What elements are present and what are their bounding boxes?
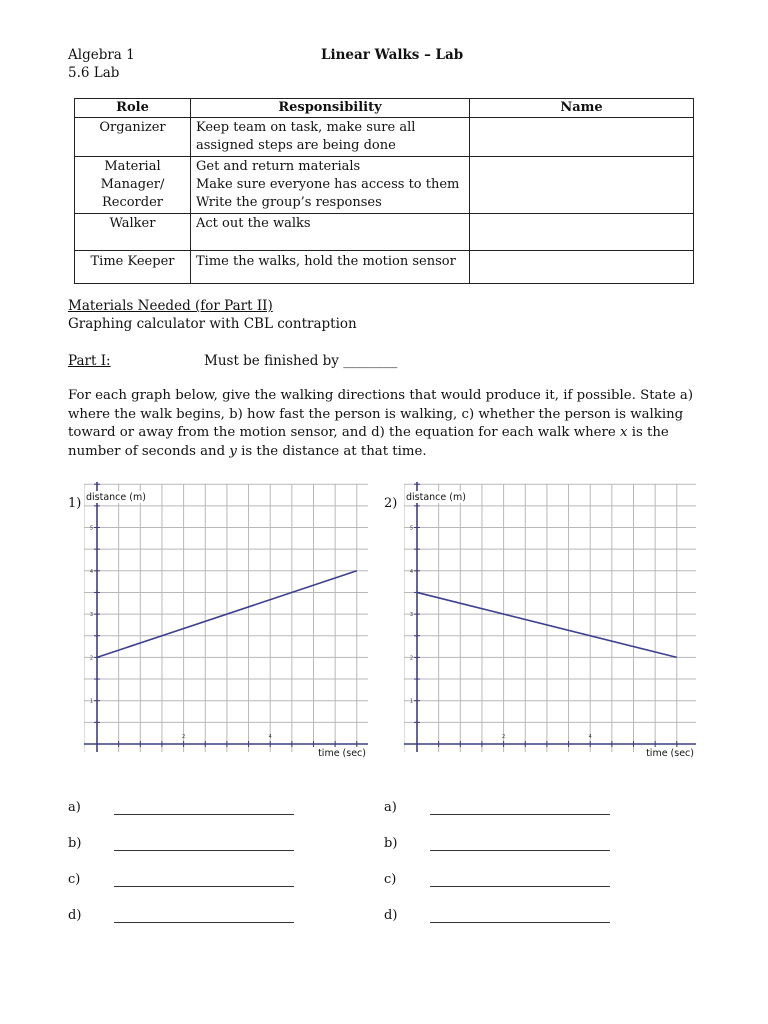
x-tick-label: 4 — [268, 734, 272, 740]
instructions-text: For each graph below, give the walking directions that would produce it, if possible. State a) where the walk begins, b) how fast the person is walking, c) whether the person is walking toward or away from the motion sensor, and d) the equation for each walk where — [68, 388, 694, 440]
name-cell[interactable] — [470, 251, 694, 284]
y-tick-label: 1 — [89, 698, 93, 705]
answer-line-a[interactable] — [430, 814, 610, 815]
instructions-text: is the distance at that time. — [236, 443, 427, 459]
course-name: Algebra 1 — [68, 47, 135, 63]
col-header-name: Name — [470, 99, 694, 118]
answer-line-d[interactable] — [430, 922, 610, 923]
y-axis-label: distance (m) — [86, 492, 146, 503]
y-tick-label: 5 — [409, 525, 413, 532]
materials-heading: Materials Needed (for Part II) — [68, 298, 273, 314]
section-label: 5.6 Lab — [68, 65, 120, 81]
role-text: Recorder — [101, 195, 164, 210]
role-cell — [75, 251, 191, 284]
role-text: Manager/ — [100, 177, 165, 192]
answer-label-d: d) — [384, 908, 398, 923]
y-tick-label: 3 — [89, 612, 93, 619]
role-cell — [75, 157, 191, 214]
x-tick-label: 2 — [182, 734, 186, 740]
name-cell[interactable] — [470, 157, 694, 214]
answer-line-b[interactable] — [114, 850, 294, 851]
role-text: Walker — [109, 216, 156, 231]
responsibility-text: Write the group’s responses — [196, 195, 382, 210]
page-title: Linear Walks – Lab — [321, 47, 464, 63]
answer-label-c: c) — [384, 872, 397, 887]
answer-label-b: b) — [68, 836, 82, 851]
x-axis-label: time (sec) — [646, 748, 694, 759]
graph-2-number: 2) — [384, 496, 398, 511]
responsibility-cell — [191, 214, 470, 251]
answer-label-d: d) — [68, 908, 82, 923]
part1-label: Part I: — [68, 353, 111, 369]
responsibility-text: Time the walks, hold the motion sensor — [196, 254, 456, 269]
x-tick-label: 4 — [588, 734, 592, 740]
y-tick-label: 1 — [409, 698, 413, 705]
col-header-role: Role — [75, 99, 191, 118]
y-tick-label: 4 — [89, 568, 93, 575]
answer-line-c[interactable] — [430, 886, 610, 887]
answer-line-c[interactable] — [114, 886, 294, 887]
y-tick-label: 2 — [89, 655, 93, 662]
role-cell — [75, 118, 191, 157]
responsibility-cell — [191, 118, 470, 157]
table-row — [75, 214, 694, 251]
responsibility-cell — [191, 251, 470, 284]
responsibility-cell — [191, 157, 470, 214]
name-cell[interactable] — [470, 118, 694, 157]
role-text: Time Keeper — [90, 254, 175, 269]
materials-item: Graphing calculator with CBL contraption — [68, 316, 357, 332]
answer-label-b: b) — [384, 836, 398, 851]
graph-1-chart — [84, 480, 372, 760]
table-row — [75, 118, 694, 157]
y-tick-label: 4 — [409, 568, 413, 575]
answer-line-a[interactable] — [114, 814, 294, 815]
role-text: Organizer — [99, 120, 166, 135]
role-cell — [75, 214, 191, 251]
col-header-responsibility: Responsibility — [191, 99, 470, 118]
responsibility-text: Get and return materials — [196, 159, 361, 174]
y-tick-label: 5 — [89, 525, 93, 532]
responsibility-text: assigned steps are being done — [196, 138, 396, 153]
x-tick-label: 2 — [502, 734, 506, 740]
part1-deadline: Must be finished by ________ — [204, 353, 398, 369]
variable-x: x — [619, 425, 628, 440]
responsibility-text: Make sure everyone has access to them — [196, 177, 460, 192]
responsibility-text: Keep team on task, make sure all — [196, 120, 416, 135]
variable-y: y — [229, 443, 237, 459]
table-header-row — [75, 99, 694, 118]
role-text: Material — [104, 159, 161, 174]
graph-1-number: 1) — [68, 496, 82, 511]
responsibility-text: Act out the walks — [196, 216, 311, 231]
answer-label-a: a) — [68, 800, 81, 815]
instructions-text: is the number of seconds and — [68, 425, 669, 459]
x-axis-label: time (sec) — [318, 748, 366, 759]
table-row — [75, 251, 694, 284]
y-tick-label: 3 — [409, 612, 413, 619]
y-tick-label: 2 — [409, 655, 413, 662]
y-axis-label: distance (m) — [406, 492, 466, 503]
roles-table — [74, 98, 694, 284]
answer-label-a: a) — [384, 800, 397, 815]
name-cell[interactable] — [470, 214, 694, 251]
answer-line-d[interactable] — [114, 922, 294, 923]
graph-2-chart — [404, 480, 700, 760]
answer-line-b[interactable] — [430, 850, 610, 851]
table-row — [75, 157, 694, 214]
instructions-paragraph — [68, 387, 708, 461]
answer-label-c: c) — [68, 872, 81, 887]
